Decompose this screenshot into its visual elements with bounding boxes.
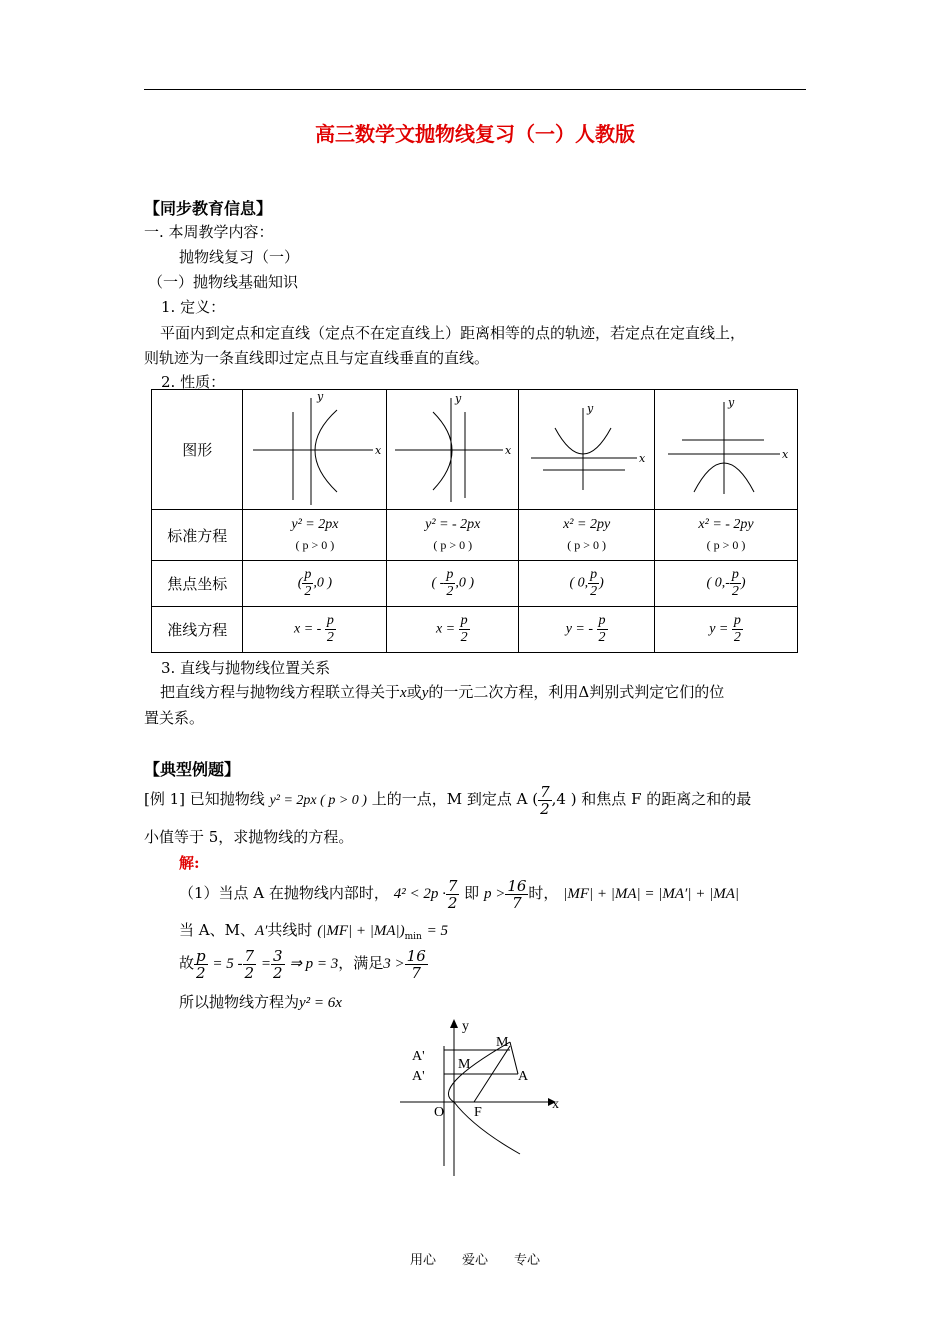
parabola-left-graph (389, 390, 517, 505)
solution-step-4: 所以抛物线方程为y² = 6x (179, 993, 342, 1011)
focus-cell-3: ( 0, $\frac{p}{2}$ ) (519, 561, 655, 607)
def-label: 1. 定义： (161, 298, 226, 316)
fig-label-f: F (474, 1105, 482, 1120)
focus-cell-4: ( 0,- $\frac{p}{2}$ ) (655, 561, 798, 607)
row-label-directrix: 准线方程 (152, 607, 243, 653)
parabola-up-graph (521, 390, 653, 505)
row-label-graph: 图形 (152, 390, 243, 510)
graph-cell-2 (387, 390, 519, 510)
property-table (151, 389, 798, 653)
directrix-cell-3: y = - $\frac{p}{2}$ (519, 607, 655, 653)
parabola-right-graph (245, 390, 385, 505)
page-title: 高三数学文抛物线复习（一）人教版 (315, 122, 635, 146)
solution-step-1: （1）当点 A 在抛物线内部时， 4² < 2p · $\frac{7}{2}$ 即 p > $\frac{16}{7}$ 时， |MF| + |MA| = |MA′| + |MA| (179, 876, 739, 912)
fig-label-m-top: M (496, 1035, 509, 1050)
def-text-2: 则轨迹为一条直线即过定点且与定直线垂直的直线。 (144, 349, 490, 367)
line-basics: （一）抛物线基础知识 (148, 273, 299, 291)
header-rule (144, 89, 806, 90)
fig-label-m-mid: M (458, 1057, 471, 1072)
fig-label-a-prime-1: A' (412, 1049, 425, 1064)
row-label-focus: 焦点坐标 (152, 561, 243, 607)
equation-cell-3: x² = 2py ( p > 0 ) (519, 510, 655, 561)
axis-y-label: y (454, 392, 461, 405)
line-topic: 抛物线复习（一） (179, 248, 300, 266)
def-text-1: 平面内到定点和定直线（定点不在定直线上）距离相等的点的轨迹，若定点在定直线上， (160, 324, 746, 342)
equation-cell-1: y² = 2px ( p > 0 ) (243, 510, 387, 561)
fig-label-o: O (434, 1105, 445, 1120)
fig-label-x: x (552, 1097, 559, 1112)
solution-step-2: 当 A、M、A′共线时 $(|MF| + |MA|)_{min} = 5$ (179, 921, 449, 942)
directrix-cell-2: x = $\frac{p}{2}$ (387, 607, 519, 653)
example-1-line-2: 小值等于 5，求抛物线的方程。 (144, 828, 354, 846)
axis-x-label: x (782, 448, 789, 461)
solution-label: 解: (179, 854, 200, 872)
focus-cell-2: ( - $\frac{p}{2}$ ,0 ) (387, 561, 519, 607)
equation-cell-2: y² = - 2px ( p > 0 ) (387, 510, 519, 561)
graph-cell-3 (519, 390, 655, 510)
axis-y-label: y (586, 402, 593, 415)
page-footer: 用心 爱心 专心 (409, 1253, 540, 1268)
graph-cell-1 (243, 390, 387, 510)
fig-label-a-prime-2: A' (412, 1069, 425, 1084)
axis-x-label: x (504, 444, 511, 457)
fig-label-a: A (518, 1069, 529, 1084)
equation-cell-4: x² = - 2py ( p > 0 ) (655, 510, 798, 561)
line-content: 一. 本周教学内容： (144, 223, 274, 241)
section3-text-2: 置关系。 (144, 709, 205, 727)
section3-label: 3. 直线与抛物线位置关系 (161, 659, 331, 677)
example-figure (400, 1016, 590, 1176)
fig-label-y: y (462, 1019, 469, 1034)
axis-x-label: x (638, 452, 645, 465)
example-1-line-1: [例 1] 已知抛物线 y² = 2px ( p > 0 ) 上的一点，M 到定点 A ( $\frac{7}{2}$ ,4 ) 和焦点 F 的距离之和的最 (144, 782, 752, 818)
axis-y-label: y (728, 396, 735, 409)
row-label-equation: 标准方程 (152, 510, 243, 561)
focus-cell-1: ( $\frac{p}{2}$ ,0 ) (243, 561, 387, 607)
directrix-cell-4: y = $\frac{p}{2}$ (655, 607, 798, 653)
prop-label: 2. 性质： (161, 373, 226, 391)
axis-y-label: y (316, 390, 324, 403)
graph-cell-4 (655, 390, 798, 510)
axis-x-label: x (374, 444, 382, 457)
section-heading-sync: 【同步教育信息】 (144, 199, 273, 218)
section-heading-examples: 【典型例题】 (144, 760, 241, 779)
parabola-down-graph (656, 390, 796, 505)
section3-text-1: 把直线方程与抛物线方程联立得关于x或y的一元二次方程，利用Δ判别式判定它们的位 (160, 683, 725, 701)
solution-step-3: 故 $\frac{p}{2}$ = 5 - $\frac{7}{2}$ = $\frac{3}{2}$ ⇒ p = 3，满足3 > $\frac{16}{7}$ (179, 946, 426, 982)
directrix-cell-1: x = - $\frac{p}{2}$ (243, 607, 387, 653)
